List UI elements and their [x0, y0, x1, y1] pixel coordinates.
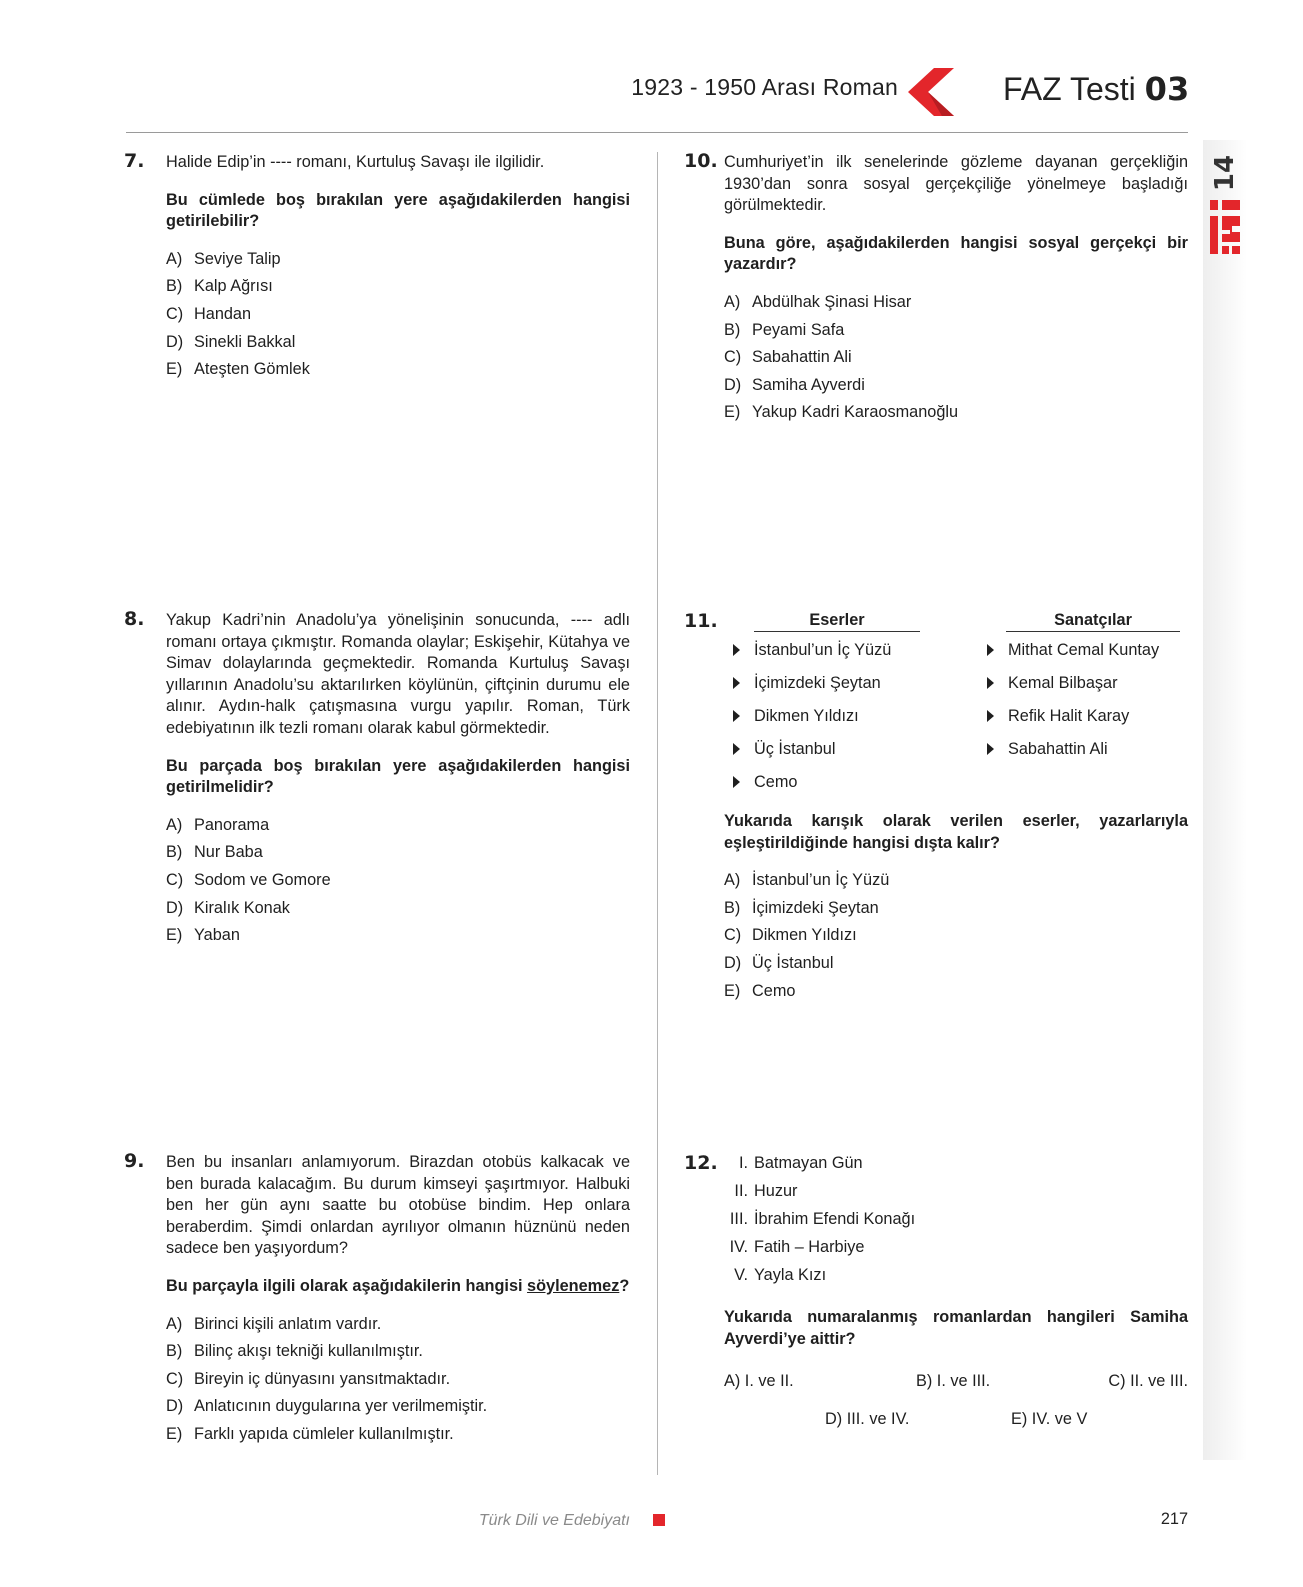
question-7-stem: Halide Edip’in ---- romanı, Kurtuluş Savaşı ile ilgilidir.	[166, 153, 545, 171]
option-a[interactable]: A) Seviye Talip	[166, 249, 281, 268]
question-9-options	[166, 1314, 630, 1452]
option-c[interactable]: C) Bireyin iç dünyasını yansıtmaktadır.	[166, 1369, 451, 1388]
option-b[interactable]: B) I. ve III.	[916, 1372, 991, 1390]
option-d[interactable]: D) Anlatıcının duygularına yer verilmemiştir.	[166, 1397, 488, 1416]
work-item: Dikmen Yıldızı	[733, 707, 859, 726]
brand-logo-icon	[1210, 200, 1240, 254]
question-10-number: 10.	[684, 150, 718, 172]
option-e[interactable]: E) Cemo	[724, 981, 796, 1000]
question-11	[724, 811, 1188, 1008]
footer-square-icon	[653, 1514, 665, 1526]
question-7-prompt: Bu cümlede boş bırakılan yere aşağıdakilerden hangisi getirilebilir?	[166, 190, 630, 231]
option-e[interactable]: E) Farklı yapıda cümleler kullanılmıştır.	[166, 1424, 454, 1443]
test-number: 03	[1144, 70, 1190, 108]
triangle-bullet-icon	[733, 677, 740, 689]
triangle-bullet-icon	[987, 743, 994, 755]
question-9-number: 9.	[124, 1150, 145, 1172]
novel-item: III. İbrahim Efendi Konağı	[729, 1210, 916, 1228]
question-11-prompt: Yukarıda karışık olarak verilen eserler, yazarlarıyla eşleştirildiğinde hangisi dışta kalır?	[724, 812, 1188, 852]
option-e[interactable]: E) IV. ve V	[1011, 1410, 1088, 1428]
option-a[interactable]: A) Birinci kişili anlatım vardır.	[166, 1314, 382, 1333]
triangle-bullet-icon	[733, 644, 740, 656]
option-d[interactable]: D) Sinekli Bakkal	[166, 332, 296, 351]
question-12-prompt: Yukarıda numaralanmış romanlardan hangileri Samiha Ayverdi’ye aittir?	[724, 1308, 1188, 1348]
chapter-title: 1923 - 1950 Arası Roman	[631, 74, 898, 100]
option-e[interactable]: E) Yakup Kadri Karaosmanoğlu	[724, 403, 959, 422]
chevron-left-icon	[908, 68, 954, 116]
option-d[interactable]: D) Kiralık Konak	[166, 898, 290, 917]
question-7	[166, 152, 630, 387]
question-8-stem: Yakup Kadri’nin Anadolu’ya yönelişinin sonucunda, ---- adlı romanı ortaya çıkmıştır. Romanda olaylar; Eskişehir, Kütahya ve Simav dolaylarında geçmektedir. Romanda Kurtuluş Savaşı yıllarının Anadolu’su aktarılırken köylünün, çiftçinin durumu ele alınır. Aydın-halk çatışmasına vurgu yapılır. Roman, Türk edebiyatının ilk tezli romanı olarak kabul görmektedir.	[166, 611, 630, 737]
work-item: İstanbul’un İç Yüzü	[733, 641, 891, 660]
artist-item: Refik Halit Karay	[987, 707, 1129, 726]
triangle-bullet-icon	[987, 710, 994, 722]
question-8-number: 8.	[124, 608, 145, 630]
question-9-prompt: Bu parçayla ilgili olarak aşağıdakilerin hangisi söylenemez?	[166, 1276, 630, 1295]
side-tab-number: 14	[1210, 154, 1240, 192]
option-e[interactable]: E) Ateşten Gömlek	[166, 360, 310, 379]
question-12	[724, 1307, 1188, 1350]
option-a[interactable]: A) I. ve II.	[724, 1372, 794, 1390]
option-e[interactable]: E) Yaban	[166, 926, 240, 945]
option-a[interactable]: A) Abdülhak Şinasi Hisar	[724, 292, 912, 311]
column-header-artists: Sanatçılar	[1006, 611, 1180, 632]
header-divider	[126, 132, 1188, 133]
question-7-options	[166, 249, 630, 387]
question-10-stem: Cumhuriyet’in ilk senelerinde gözleme dayanan gerçekliğin 1930’dan sonra sosyal gerçekçiliğe yönelmeye başladığı görülmektedir.	[724, 153, 1188, 215]
triangle-bullet-icon	[733, 743, 740, 755]
novel-item: II. Huzur	[734, 1182, 798, 1200]
option-b[interactable]: B) Kalp Ağrısı	[166, 277, 273, 296]
question-10-options	[724, 292, 1188, 430]
side-tab	[1203, 140, 1247, 1460]
option-c[interactable]: C) Handan	[166, 304, 252, 323]
option-d[interactable]: D) Üç İstanbul	[724, 953, 834, 972]
artist-item: Sabahattin Ali	[987, 740, 1108, 759]
question-8	[166, 610, 630, 953]
work-item: Üç İstanbul	[733, 740, 835, 759]
option-d[interactable]: D) Samiha Ayverdi	[724, 375, 865, 394]
page-number: 217	[1160, 1510, 1188, 1528]
option-c[interactable]: C) II. ve III.	[1108, 1372, 1188, 1390]
option-b[interactable]: B) İçimizdeki Şeytan	[724, 898, 879, 917]
underlined-keyword: söylenemez	[527, 1276, 620, 1295]
triangle-bullet-icon	[733, 776, 740, 788]
triangle-bullet-icon	[733, 710, 740, 722]
option-c[interactable]: C) Sodom ve Gomore	[166, 870, 331, 889]
artist-item: Kemal Bilbaşar	[987, 674, 1118, 693]
novel-item: IV. Fatih – Harbiye	[729, 1238, 865, 1256]
triangle-bullet-icon	[987, 677, 994, 689]
option-d[interactable]: D) III. ve IV.	[825, 1410, 910, 1428]
test-title	[1003, 70, 1189, 108]
question-9	[166, 1152, 630, 1452]
novel-item: I. Batmayan Gün	[738, 1154, 863, 1172]
work-item: İçimizdeki Şeytan	[733, 674, 881, 693]
option-b[interactable]: B) Peyami Safa	[724, 320, 845, 339]
option-a[interactable]: A) İstanbul’un İç Yüzü	[724, 871, 890, 890]
artist-item: Mithat Cemal Kuntay	[987, 641, 1159, 660]
question-11-number: 11.	[684, 610, 718, 632]
question-11-options	[724, 870, 1188, 1008]
question-9-stem: Ben bu insanları anlamıyorum. Birazdan otobüs kalkacak ve ben burada kalacağım. Bu durum kimseyi şaşırtmıyor. Halbuki ben her gün aynı saatte bu otobüse bindim. Hep onlara beraberdim. Şimdi onlardan ayrılıyor olmanın hüznünü neden sadece ben yaşıyordum?	[166, 1153, 630, 1258]
question-8-options	[166, 815, 630, 953]
novel-item: V. Yayla Kızı	[734, 1266, 827, 1284]
column-divider	[657, 152, 658, 1475]
question-10	[724, 152, 1188, 430]
question-12-number: 12.	[684, 1152, 718, 1174]
footer-subject: Türk Dili ve Edebiyatı	[478, 1512, 630, 1529]
triangle-bullet-icon	[987, 644, 994, 656]
option-b[interactable]: B) Nur Baba	[166, 843, 263, 862]
option-c[interactable]: C) Dikmen Yıldızı	[724, 926, 857, 945]
question-7-number: 7.	[124, 150, 145, 172]
column-header-works: Eserler	[754, 611, 920, 632]
question-10-prompt: Buna göre, aşağıdakilerden hangisi sosyal gerçekçi bir yazardır?	[724, 233, 1188, 274]
question-8-prompt: Bu parçada boş bırakılan yere aşağıdakilerden hangisi getirilmelidir?	[166, 756, 630, 797]
option-c[interactable]: C) Sabahattin Ali	[724, 348, 852, 367]
test-label: FAZ Testi	[1003, 71, 1136, 107]
option-b[interactable]: B) Bilinç akışı tekniği kullanılmıştır.	[166, 1342, 423, 1361]
work-item: Cemo	[733, 773, 797, 792]
option-a[interactable]: A) Panorama	[166, 815, 270, 834]
